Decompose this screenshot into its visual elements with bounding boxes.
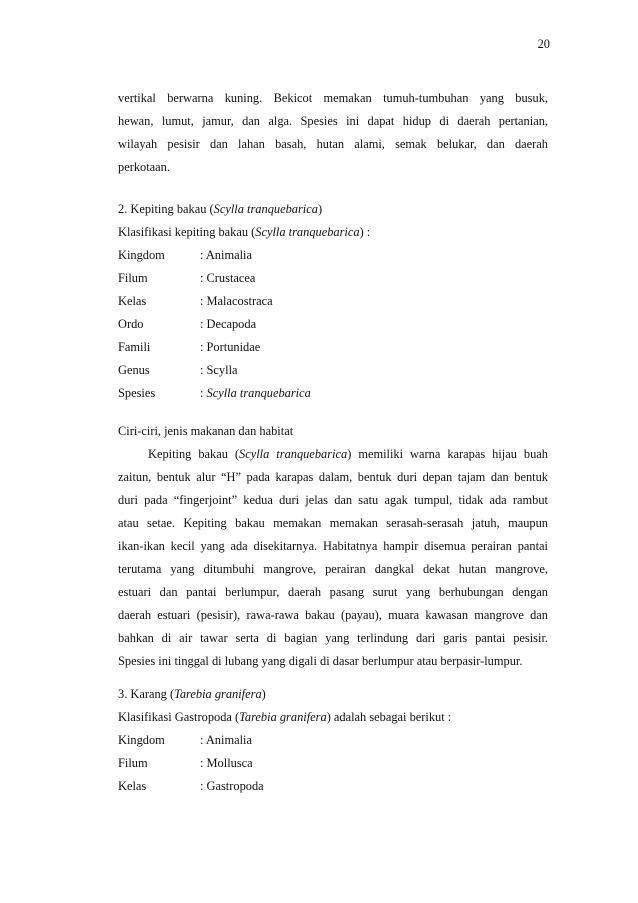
text-line: bahkan di air tawar serta di bagian yang terlindung dari garis pantai pesisir. — [118, 631, 548, 645]
taxonomy-row: Famili : Portunidae — [118, 340, 261, 354]
text-line: Spesies ini tinggal di lubang yang digali di dasar berlumpur atau berpasir-lumpur. — [118, 654, 523, 668]
text-line: ikan-ikan kecil yang ada disekitarnya. Habitatnya hampir disemua perairan pantai — [118, 539, 548, 553]
text-line: zaitun, bentuk alur “H” pada karapas dalam, bentuk duri depan tajam dan bentuk — [118, 470, 548, 484]
page-number: 20 — [537, 37, 550, 51]
taxonomy-row: Genus : Scylla — [118, 363, 238, 377]
text-line: estuari dan pantai berlumpur, daerah pasang surut yang berhubungan dengan — [118, 585, 548, 599]
taxonomy-row: Spesies : Scylla tranquebarica — [118, 386, 311, 400]
text-line: vertikal berwarna kuning. Bekicot memakan tumuh-tumbuhan yang busuk, — [118, 91, 548, 105]
text-line: duri pada “fingerjoint” kedua duri jelas dan satu agak tumpul, tidak ada rambut — [118, 493, 548, 507]
taxonomy-row: Kingdom : Animalia — [118, 248, 252, 262]
text-line: perkotaan. — [118, 160, 170, 174]
section-heading: 3. Karang (Tarebia granifera) — [118, 687, 266, 701]
taxonomy-row: Kelas : Gastropoda — [118, 779, 264, 793]
section-karang — [118, 683, 548, 798]
text-line: hewan, lumut, jamur, dan alga. Spesies ini dapat hidup di daerah pertanian, — [118, 114, 548, 128]
taxonomy-row: Ordo : Decapoda — [118, 317, 257, 331]
taxonomy-row: Kelas : Malacostraca — [118, 294, 273, 308]
subheading: Ciri-ciri, jenis makanan dan habitat — [118, 424, 294, 438]
text-line: wilayah pesisir dan lahan basah, hutan alami, semak belukar, dan daerah — [118, 137, 548, 151]
text-line: atau setae. Kepiting bakau memakan memakan serasah-serasah jatuh, maupun — [118, 516, 548, 530]
taxonomy-row: Filum : Mollusca — [118, 756, 253, 770]
classification-intro: Klasifikasi kepiting bakau (Scylla tranquebarica) : — [118, 225, 371, 239]
text-line: daerah estuari (pesisir), rawa-rawa bakau (payau), muara kawasan mangrove dan — [118, 608, 548, 622]
section-kepiting-bakau — [118, 198, 548, 405]
section-heading: 2. Kepiting bakau (Scylla tranquebarica) — [118, 202, 323, 216]
taxonomy-row: Filum : Crustacea — [118, 271, 256, 285]
text-line: terutama yang ditumbuhi mangrove, perairan dangkal dekat hutan mangrove, — [118, 562, 548, 576]
classification-intro: Klasifikasi Gastropoda (Tarebia granifera) adalah sebagai berikut : — [118, 710, 452, 724]
intro-paragraph — [118, 87, 548, 179]
text-line: Kepiting bakau (Scylla tranquebarica) memiliki warna karapas hijau buah — [148, 447, 548, 461]
ciri-ciri-section — [118, 420, 548, 673]
taxonomy-row: Kingdom : Animalia — [118, 733, 252, 747]
